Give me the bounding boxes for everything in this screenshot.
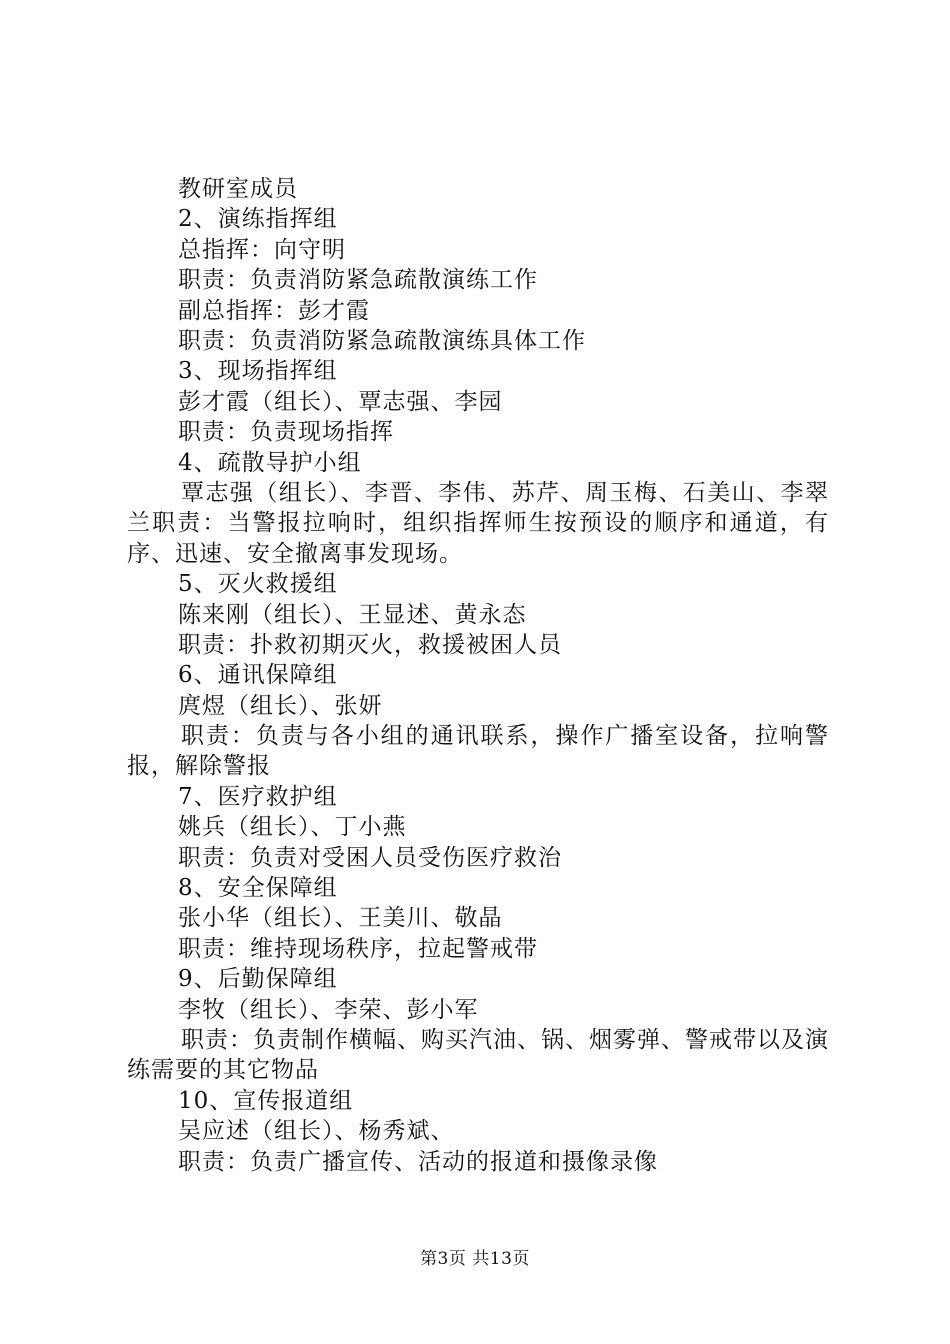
text-paragraph: 职责：负责制作横幅、购买汽油、锅、烟雾弹、警戒带以及演练需要的其它物品 [127, 1027, 829, 1084]
text-line: 吴应述（组长）、杨秀斌、 [178, 1118, 455, 1145]
section-heading: 9、后勤保障组 [178, 966, 338, 993]
document-body [127, 174, 837, 1177]
text-line: 职责：扑救初期灭火，救援被困人员 [178, 631, 562, 658]
section-heading: 10、宣传报道组 [178, 1087, 354, 1114]
section-heading: 4、疏散导护小组 [178, 449, 362, 476]
text-line: 职责：负责消防紧急疏散演练具体工作 [178, 327, 586, 354]
text-line: 教研室成员 [178, 176, 298, 202]
text-paragraph: 覃志强（组长）、李晋、李伟、苏芹、周玉梅、石美山、李翠兰职责：当警报拉响时，组织指挥师生按预设的顺序和通道，有序、迅速、安全撤离事发现场。 [127, 479, 829, 567]
text-line: 李牧（组长）、李荣、彭小军 [178, 996, 479, 1023]
page-number-footer: 第3页 共13页 [420, 1249, 530, 1269]
text-line: 张小华（组长）、王美川、敬晶 [178, 905, 503, 932]
text-paragraph: 职责：负责与各小组的通讯联系，操作广播室设备，拉响警报，解除警报 [127, 723, 829, 780]
text-line: 姚兵（组长）、丁小燕 [178, 814, 407, 841]
text-line: 职责：负责对受困人员受伤医疗救治 [178, 844, 562, 871]
text-line: 彭才霞（组长）、覃志强、李园 [178, 388, 503, 415]
section-heading: 3、现场指挥组 [178, 358, 338, 385]
text-line: 职责：维持现场秩序，拉起警戒带 [178, 935, 538, 962]
section-heading: 6、通讯保障组 [178, 662, 338, 689]
text-line: 职责：负责现场指挥 [178, 419, 394, 446]
text-line: 陈来刚（组长）、王显述、黄永态 [178, 601, 527, 628]
section-heading: 2、演练指挥组 [178, 206, 338, 233]
text-line: 总指挥：向守明 [178, 236, 346, 263]
text-line: 职责：负责广播宣传、活动的报道和摄像录像 [178, 1148, 658, 1175]
text-line: 庹煜（组长）、张妍 [178, 692, 383, 719]
text-line: 职责：负责消防紧急疏散演练工作 [178, 267, 538, 294]
section-heading: 7、医疗救护组 [178, 783, 338, 810]
section-heading: 8、安全保障组 [178, 875, 338, 902]
text-line: 副总指挥：彭才霞 [178, 297, 370, 324]
section-heading: 5、灭火救援组 [178, 571, 338, 598]
